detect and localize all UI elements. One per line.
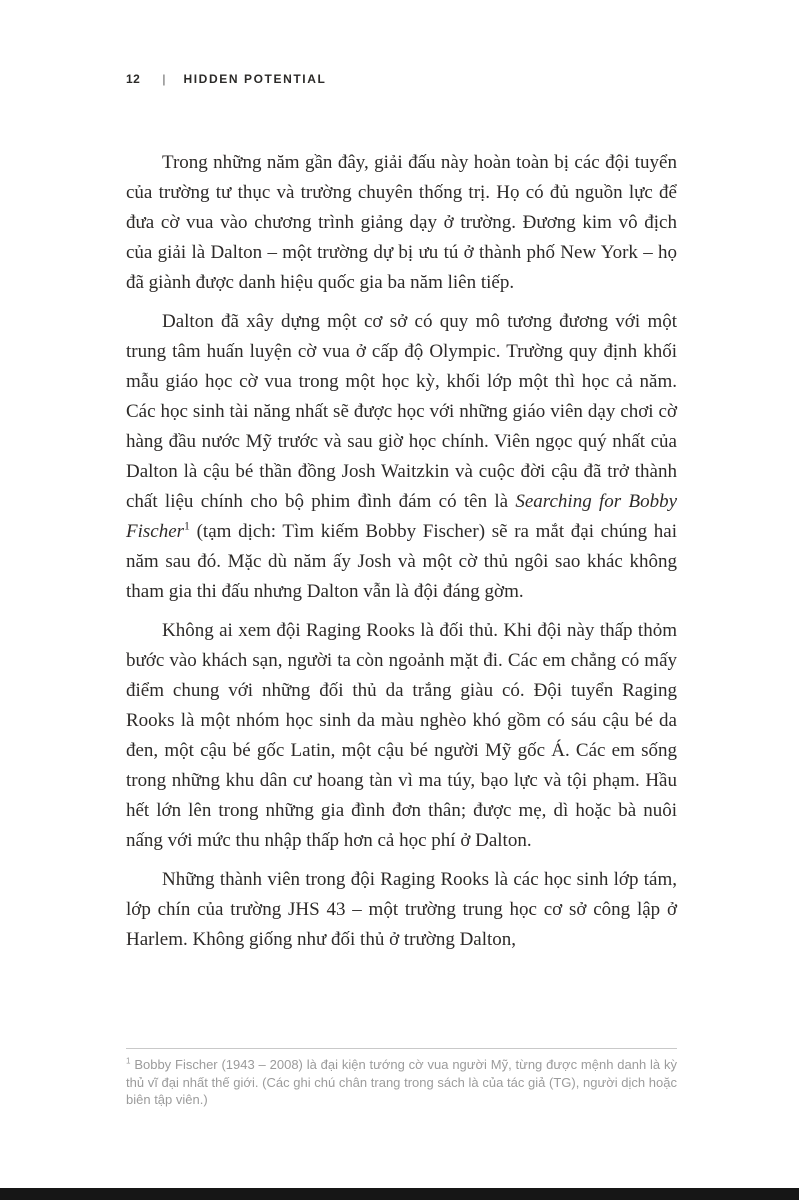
paragraph-3: Không ai xem đội Raging Rooks là đối thủ. Khi đội này thấp thỏm bước vào khách sạn, người ta còn ngoảnh mặt đi. Các em chẳng có mấy điểm chung với những đối thủ da trắng giàu có. Đội tuyển Raging Rooks là một nhóm học sinh da màu nghèo khó gồm có sáu cậu bé da đen, một cậu bé gốc Latin, một cậu bé người Mỹ gốc Á. Các em sống trong những khu dân cư hoang tàn vì ma túy, bạo lực và tội phạm. Hầu hết lớn lên trong những gia đình đơn thân; được mẹ, dì hoặc bà nuôi nấng với mức thu nhập thấp hơn cả học phí ở Dalton.	[126, 620, 677, 851]
paragraph-2	[126, 307, 677, 607]
paragraph-4: Những thành viên trong đội Raging Rooks là các học sinh lớp tám, lớp chín của trường JHS 43 – một trường trung học cơ sở công lập ở Harlem. Không giống như đối thủ ở trường Dalton,	[126, 869, 677, 950]
footnote-separator-line	[126, 1048, 677, 1049]
footnote	[126, 1056, 677, 1109]
paragraph-1: Trong những năm gần đây, giải đấu này hoàn toàn bị các đội tuyển của trường tư thục và trường chuyên thống trị. Họ có đủ nguồn lực để đưa cờ vua vào chương trình giảng dạy ở trường. Đương kim vô địch của giải là Dalton – một trường dự bị ưu tú ở thành phố New York – họ đã giành được danh hiệu quốc gia ba năm liên tiếp.	[126, 152, 677, 293]
footnote-marker: 1	[126, 1056, 131, 1066]
scan-edge-bar	[0, 1188, 799, 1200]
page-number: 12	[126, 72, 141, 86]
movie-title-italic: Searching for Bobby Fischer	[126, 491, 678, 542]
footnote-reference: 1	[184, 519, 190, 533]
footnote-text: Bobby Fischer (1943 – 2008) là đại kiện tướng cờ vua người Mỹ, từng được mệnh danh là kỳ thủ vĩ đại nhất thế giới. (Các ghi chú chân trang trong sách là của tác giả (TG), người dịch hoặc biên tập viên.)	[126, 1057, 677, 1107]
body-text	[126, 148, 677, 964]
paragraph-2-pre: Dalton đã xây dựng một cơ sở có quy mô tương đương với một trung tâm huấn luyện cờ vua ở cấp độ Olympic. Trường quy định khối mẫu giáo học cờ vua trong một học kỳ, khối lớp một thì học cả năm. Các học sinh tài năng nhất sẽ được học với những giáo viên dạy chơi cờ hàng đầu nước Mỹ trước và sau giờ học chính. Viên ngọc quý nhất của Dalton là cậu bé thần đồng Josh Waitzkin và cuộc đời cậu đã trở thành chất liệu chính cho bộ phim đình đám có tên là	[126, 311, 677, 512]
footnote-area	[126, 1048, 677, 1109]
page-header	[126, 72, 677, 86]
header-separator: |	[162, 72, 166, 86]
book-title: HIDDEN POTENTIAL	[183, 72, 327, 86]
paragraph-2-post: (tạm dịch: Tìm kiếm Bobby Fischer) sẽ ra mắt đại chúng hai năm sau đó. Mặc dù năm ấy Josh và một cờ thủ ngôi sao khác không tham gia thi đấu nhưng Dalton vẫn là đội đáng gờm.	[126, 521, 677, 602]
